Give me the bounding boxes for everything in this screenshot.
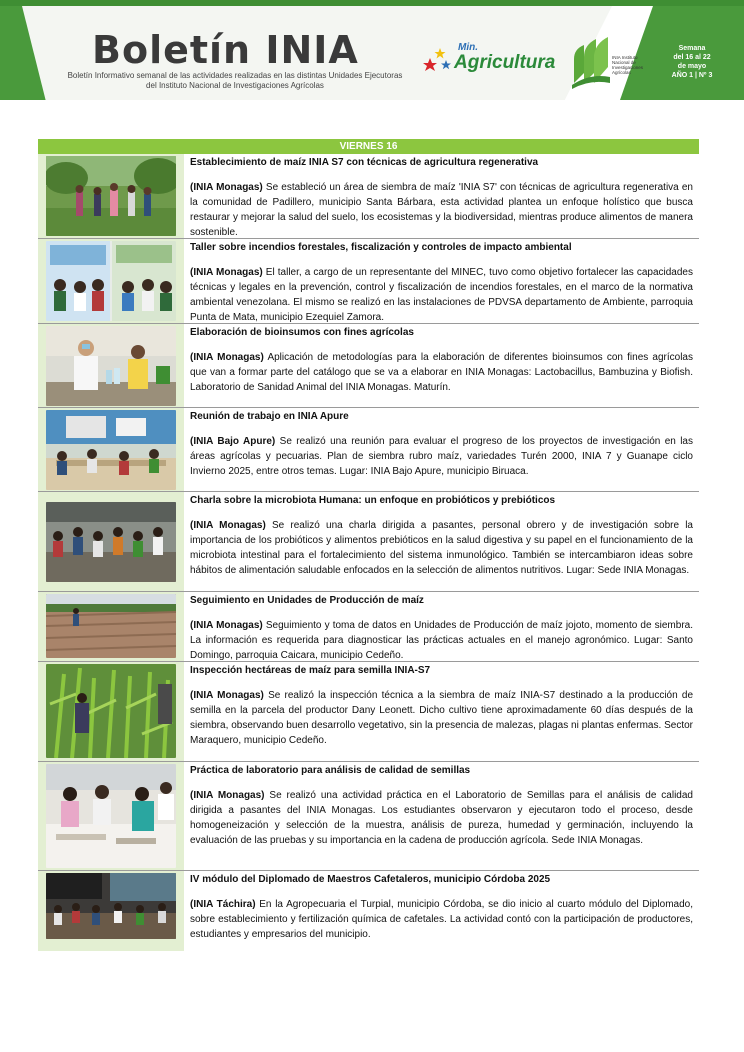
activity-body: En la Agropecuaria el Turpial, municipio Córdoba, se dio inicio al cuarto módulo del Diplomado, sobre establecimiento y fertilización química de cafetales. La actividad contó con la participación de productores, estudiantes y empresarios del municipio. [190,899,693,940]
activity-photo [46,594,176,658]
stars-icon [420,44,454,78]
photo-cell [38,592,184,661]
photo-cell [38,492,184,591]
photo-cell [38,662,184,761]
activity-title: Charla sobre la microbiota Humana: un enfoque en probióticos y prebióticos [190,495,556,506]
activity-photo [46,502,176,582]
inia-leaf-icon [570,33,610,89]
activity-title: Reunión de trabajo en INIA Apure [190,411,349,422]
inia-logo-text: INIA Instituto Nacional de Investigaciones Agrícolas [612,55,644,75]
activity-photo [46,764,176,868]
activity-description [190,434,693,479]
activity-text [190,324,699,398]
activity-title: Elaboración de bioinsumos con fines agrícolas [190,327,414,338]
week-info [664,44,720,80]
activity-title: Práctica de laboratorio para análisis de calidad de semillas [190,765,471,776]
activity-row [38,154,699,239]
photo-cell [38,871,184,951]
activity-description [190,788,693,848]
activity-description [190,688,693,748]
activity-row [38,408,699,492]
activity-text [190,592,699,666]
activity-unit: (INIA Monagas) [190,620,263,631]
ministry-agriculture-logo [420,40,560,80]
activity-row [38,762,699,871]
photo-cell [38,239,184,323]
activity-photo [46,410,176,490]
activity-photo [46,873,176,939]
activity-body: Seguimiento y toma de datos en Unidades de Producción de maíz jojoto, momento de siembra. La información es requerida para diagnosticar las prácticas actuales en el manejo agronómico. Lugar: Santo Domingo, parroquia Caicara, municipio Cedeño. [190,620,693,661]
activity-photo [46,664,176,758]
activity-description [190,265,693,325]
activity-description [190,897,693,942]
activity-text [190,762,699,851]
activity-body: El taller, a cargo de un representante del MINEC, tuvo como objetivo fortalecer las capacidades técnicas y legales en la prevención, control y fiscalización de incendios forestales, en el marco de la normativa ambiental venezolana. El mismo se realizó en las instalaciones de PDVSA departamento de Ambiente, parroquia Punta de Mata, municipio Ezequiel Zamora. [190,267,693,323]
activity-photo [46,156,176,236]
activity-unit: (INIA Monagas) [190,267,263,278]
activity-description [190,180,693,240]
bulletin-subtitle [50,71,420,91]
activity-text [190,239,699,328]
activity-description [190,618,693,663]
subtitle-line-2: del Instituto Nacional de Investigaciones Agrícolas [146,81,324,90]
activity-text [190,492,699,581]
photo-cell [38,762,184,870]
activity-description [190,518,693,578]
activity-unit: (INIA Monagas) [190,790,265,801]
activity-title: Establecimiento de maíz INIA S7 con técnicas de agricultura regenerativa [190,157,539,168]
activity-title: Inspección hectáreas de maíz para semilla INIA-S7 [190,665,431,676]
activity-photo [46,326,176,406]
activity-text [190,154,699,243]
activity-text [190,662,699,751]
activity-row [38,324,699,408]
activity-title: Seguimiento en Unidades de Producción de maíz [190,595,424,606]
activity-description [190,350,693,395]
activity-row [38,662,699,762]
photo-cell [38,154,184,238]
inia-logo [570,33,644,89]
activity-row [38,239,699,324]
photo-cell [38,408,184,491]
activity-photo [46,241,176,321]
ministry-logo-small-text: Min. [458,42,478,53]
activity-unit: (INIA Táchira) [190,899,256,910]
activity-unit: (INIA Monagas) [190,520,266,531]
activity-title: IV módulo del Diplomado de Maestros Cafetaleros, municipio Córdoba 2025 [190,874,551,885]
activity-row [38,592,699,662]
week-month: de mayo [677,63,707,70]
day-header: VIERNES 16 [38,139,699,154]
activity-body: Se realizó una actividad práctica en el Laboratorio de Semillas para el análisis de calidad dirigida a pasantes del INIA Monagas. Los estudiantes observaron y ejecutaron todo el proceso, desde homogeneización y selección de la muestra, análisis de pureza, humedad y germinación, incluyendo la evaluación de las pruebas y su importancia en la cadena de producción agrícola. Sede INIA Monagas. [190,790,693,846]
photo-cell [38,324,184,407]
bulletin-title: Boletín INIA [92,28,359,72]
subtitle-line-1: Boletín Informativo semanal de las actividades realizadas en las distintas Unidades Ejecutoras [67,71,403,80]
bulletin-header [0,0,744,100]
ministry-logo-big-text: Agricultura [454,52,556,73]
activity-row [38,492,699,592]
activity-unit: (INIA Monagas) [190,352,264,363]
issue-number: AÑO 1 | Nº 3 [671,72,713,79]
week-range: del 16 al 22 [673,54,711,61]
activity-body: Se realizó la inspección técnica a la siembra de maíz INIA-S7 destinado a la producción de semilla en la parcela del productor Dany Leonett. Dicho cultivo tiene aproximadamente 60 días después de la siembra, observando buen desarrollo vegetativo, sin la presencia de malezas, plagas ni plantas enfermas. Sector Maraquero, municipio Cedeño. [190,690,694,746]
week-label: Semana [678,45,706,52]
activity-body: Se estableció un área de siembra de maíz 'INIA S7' con técnicas de agricultura regenerativa en la comunidad de Padillero, municipio Santa Bárbara, esta actividad plantea un enfoque holístico que busca restaurar y mejorar la salud del suelo, los ecosistemas y la biodiversidad, mientras produce alimentos de manera sostenible. [190,182,693,238]
activities-table [38,139,699,951]
activity-text [190,408,699,482]
activity-unit: (INIA Bajo Apure) [190,436,276,447]
activity-unit: (INIA Monagas) [190,690,264,701]
header-top-band [0,0,744,6]
activity-title: Taller sobre incendios forestales, fiscalización y controles de impacto ambiental [190,242,572,253]
activity-body: Se realizó una charla dirigida a pasantes, personal obrero y de investigación sobre la importancia de los probióticos y alimentos prebióticos en la salud digestiva y su papel en el funcionamiento de la microbiota intestinal para el fortalecimiento del sistema inmunológico. También se intercambiaron ideas sobre hábitos de alimentación saludable enfocados en la selección de alimentos nutritivos. Lugar: Sede INIA Monagas. [190,520,693,576]
activity-unit: (INIA Monagas) [190,182,263,193]
activity-text [190,871,699,945]
activity-body: Se realizó una reunión para evaluar el progreso de los proyectos de investigación en las áreas agrícolas y pecuarias. Plan de siembra rubro maíz, variedades Turén 2000, INIA 7 y Guanape ciclo Invierno 2025, entre otros temas. Lugar: INIA Bajo Apure, municipio Biruaca. [190,436,693,477]
activity-row [38,871,699,951]
activity-body: Aplicación de metodologías para la elaboración de diferentes bioinsumos con fines agrícolas que van a formar parte del catálogo que se va a elaborar en INIA Monagas: Lactobacillus, Bambuzina y Biofish. Laboratorio de Sanidad Animal del INIA Monagas. Maturín. [190,352,693,393]
